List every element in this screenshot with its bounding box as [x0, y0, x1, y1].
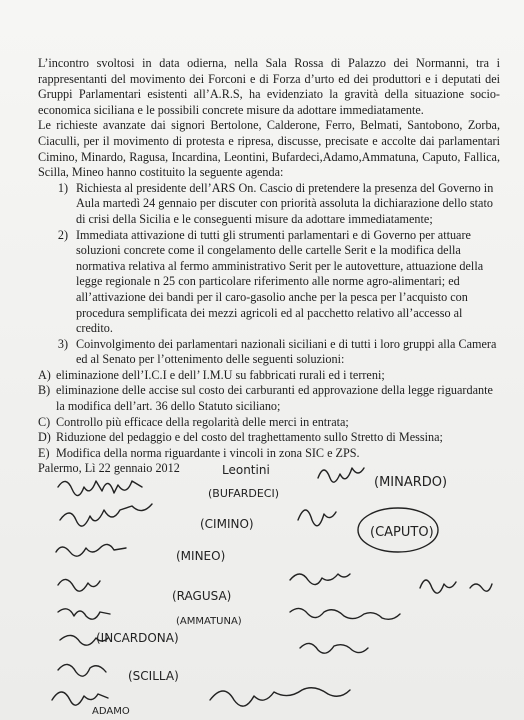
- document-body: [38, 56, 500, 477]
- signature-label: (AMMATUNA): [176, 616, 242, 627]
- intro-paragraph: L’incontro svoltosi in data odierna, nella Sala Rossa di Palazzo dei Normanni, tra i rappresentanti del movimento dei Forconi e di Forza d’urto ed dei produttori e i deputati dei Gruppi Parlamentari esistenti all’A.R.S, ha evidenziato la gravità della situazione socio-economica siciliana e le possibili concrete misure da adottare immediatamente.: [38, 56, 500, 117]
- signature-label: Leontini: [222, 463, 270, 477]
- signature-scribble: [60, 635, 108, 645]
- agenda-list: [38, 181, 500, 368]
- solution-item: [38, 430, 500, 446]
- signature-scribble: [60, 504, 152, 526]
- agenda-item-text: Coinvolgimento dei parlamentari nazionali siciliani e di tutti i loro gruppi alla Camera ed al Senato per l’ottenimento delle seguenti soluzioni:: [76, 336, 497, 367]
- agenda-item-number: 3): [57, 336, 68, 351]
- solution-letter: E): [38, 445, 50, 460]
- solution-text: eliminazione dell’I.C.I e dell’ I.M.U su fabbricati rurali ed i terreni;: [56, 367, 385, 382]
- solution-letter: B): [38, 383, 51, 398]
- signature-circle: [358, 508, 438, 552]
- signature-scribble: [420, 580, 456, 593]
- signature-scribble: [58, 664, 106, 676]
- signature-scribble: [298, 510, 336, 526]
- solution-text: Modifica della norma riguardante i vincoli in zona SIC e ZPS.: [56, 445, 360, 460]
- signature-scribble: [300, 643, 368, 653]
- agenda-item: [38, 228, 500, 337]
- date-line: Palermo, Lì 22 gennaio 2012: [38, 461, 180, 476]
- signature-label: (SCILLA): [128, 669, 179, 683]
- solution-letter: C): [38, 414, 51, 429]
- solution-letter: D): [38, 430, 51, 445]
- solutions-list: [38, 368, 500, 462]
- solution-text: Riduzione del pedaggio e del costo del traghettamento sullo Stretto di Messina;: [56, 430, 443, 445]
- signature-label: (CIMINO): [200, 517, 254, 531]
- agenda-item: [38, 181, 500, 228]
- agenda-item-text: Immediata attivazione di tutti gli strumenti parlamentari e di Governo per attuare soluzioni concrete come il congelamento delle cartelle Serit e la modifica della normativa relativa al fermo amministrativo Serit per le autovetture, attuazione della legge regionale n 25 con particolare riferimento alle norme agro-alimentari; ed all’attivazione dei bandi per il caro-gasolio anche per la pesca per l’acquisto con procedura semplificata dei mezzi agricoli ed al pacchetto relativo all’accesso al credito.: [76, 227, 484, 336]
- signature-scribble: [58, 481, 142, 496]
- solution-item: [38, 446, 500, 462]
- signature-scribble: [58, 579, 100, 591]
- solution-text: Controllo più efficace della regolarità delle merci in entrata;: [56, 414, 349, 429]
- signature-label: (MINARDO): [374, 475, 448, 490]
- signature-label: (RAGUSA): [172, 589, 232, 603]
- signature-scribble: [470, 584, 492, 591]
- solution-item: [38, 368, 500, 384]
- agenda-item-text: Richiesta al presidente dell’ARS On. Cascio di pretendere la presenza del Governo in Aula martedì 24 gennaio per discuter con priorità assoluta la dichiarazione dello stato di crisi della Sicilia e le conseguenti misure da adottare immediatamente;: [76, 180, 494, 226]
- signature-label: (CAPUTO): [370, 525, 434, 540]
- signature-scribble: [210, 688, 350, 706]
- signature-label: ADAMO: [92, 706, 130, 717]
- solution-item: [38, 415, 500, 431]
- agenda-item-number: 1): [57, 180, 68, 195]
- signature-label: (BUFARDECI): [208, 487, 280, 500]
- agenda-item-number: 2): [57, 227, 68, 242]
- requests-paragraph: Le richieste avanzate dai signori Bertolone, Calderone, Ferro, Belmati, Santobono, Zorba, Ciaculli, per il movimento di protesta e ripresa, discusse, precisate e accolte dai parlamentari Cimino, Minardo, Ragusa, Incardina, Leontini, Bufardeci,Adamo,Ammatuna, Caputo, Fallica, Scilla, Mineo hanno costituito la seguente agenda:: [38, 118, 500, 180]
- solution-item: [38, 383, 500, 414]
- signature-scribble: [290, 574, 350, 585]
- signature-label: (MINEO): [176, 549, 226, 563]
- signature-scribble: [290, 608, 400, 619]
- solution-letter: A): [38, 367, 51, 382]
- signature-scribble: [56, 544, 126, 556]
- signature-label: (INCARDONA): [96, 631, 179, 645]
- agenda-item: [38, 337, 500, 368]
- solution-text: eliminazione delle accise sul costo dei carburanti ed approvazione della legge riguardante la modifica dell’art. 36 dello Statuto siciliano;: [56, 383, 493, 414]
- signature-scribble: [52, 692, 108, 705]
- signature-scribble: [58, 609, 110, 619]
